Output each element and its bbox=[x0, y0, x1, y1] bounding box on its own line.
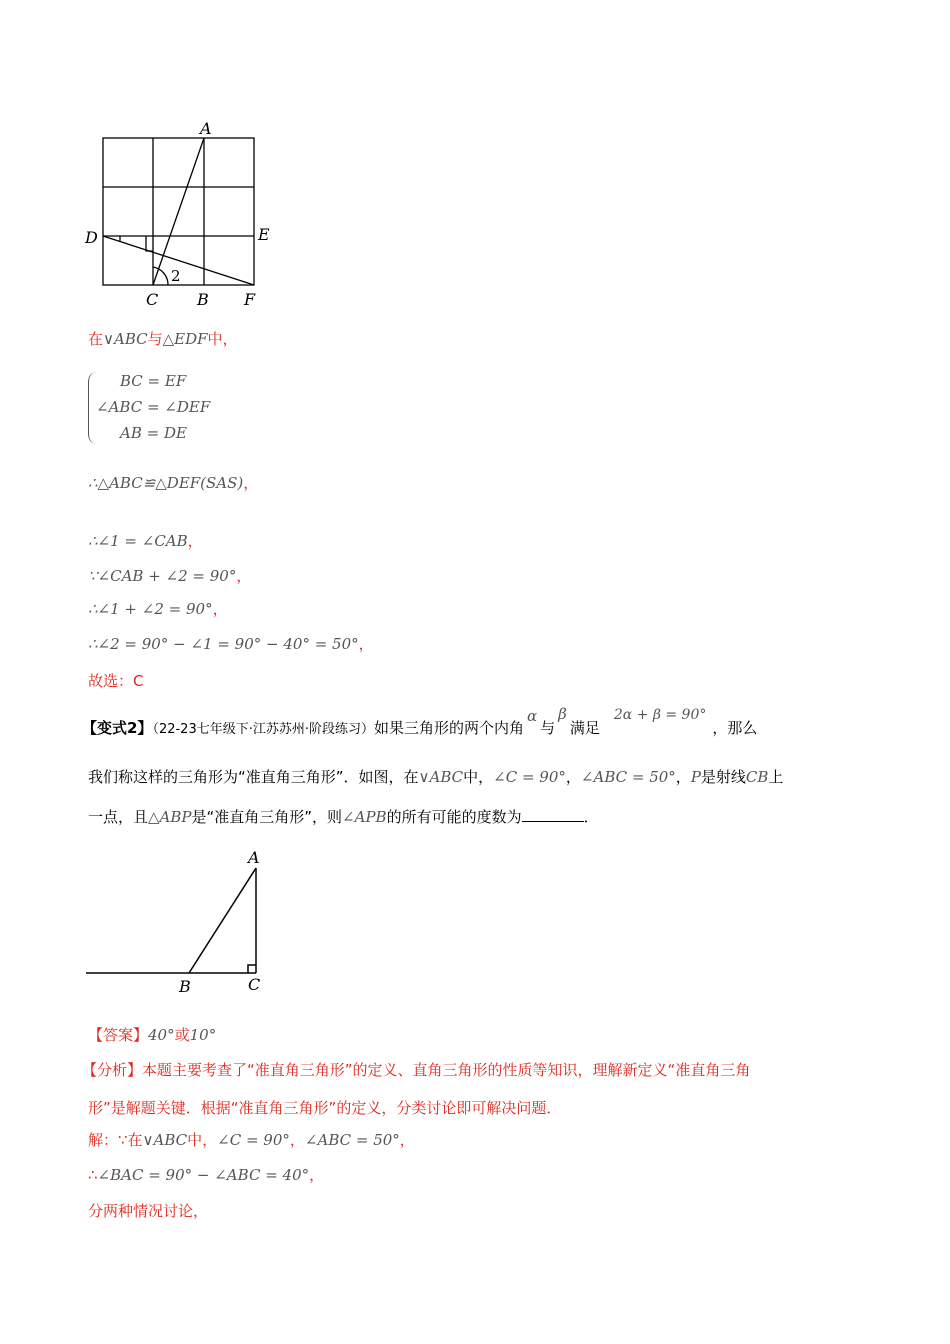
solution1-intro: 在∨ABC与△EDF中， bbox=[88, 330, 238, 348]
grid-figure bbox=[80, 115, 290, 315]
variant2-line1: 【变式2】（22-23七年级下·江苏苏州·阶段练习）如果三角形的两个内角α与β满足2α + β = 90°，那么 bbox=[82, 705, 758, 737]
choice-answer: 故选：C bbox=[88, 672, 144, 690]
label-D: D bbox=[85, 228, 98, 247]
step-3: ∴∠1 + ∠2 = 90°， bbox=[88, 600, 228, 618]
label-A: A bbox=[200, 119, 212, 138]
variant2-line3: 一点，且△ABP是“准直角三角形”，则∠APB的所有可能的度数为 ． bbox=[88, 808, 599, 826]
congruence-line: ∴△ABC≌△DEF(SAS)， bbox=[88, 474, 259, 492]
tri-label-A: A bbox=[248, 848, 260, 867]
system-eq-3: AB = DE bbox=[120, 424, 187, 442]
solution2-line1: 解：∵在∨ABC中，∠C = 90°，∠ABC = 50°， bbox=[88, 1131, 415, 1149]
solution2-line2: ∴∠BAC = 90° − ∠ABC = 40°， bbox=[88, 1166, 325, 1184]
analysis-line2: 形”是解题关键．根据“准直角三角形”的定义，分类讨论即可解决问题． bbox=[88, 1099, 562, 1117]
tri-label-C: C bbox=[248, 975, 261, 994]
system-eq-1: BC = EF bbox=[120, 372, 187, 390]
label-B: B bbox=[197, 290, 209, 309]
analysis-line1: 【分析】本题主要考查了“准直角三角形”的定义、直角三角形的性质等知识，理解新定义“准直角三角 bbox=[82, 1061, 751, 1079]
answer-blank[interactable] bbox=[522, 807, 584, 822]
label-C: C bbox=[146, 290, 159, 309]
variant2-line2: 我们称这样的三角形为“准直角三角形”．如图，在∨ABC中，∠C = 90°，∠ABC = 50°，P是射线CB上 bbox=[88, 768, 784, 786]
step-2: ∵∠CAB + ∠2 = 90°， bbox=[88, 567, 252, 585]
solution2-cases: 分两种情况讨论， bbox=[88, 1202, 209, 1220]
label-F: F bbox=[244, 290, 256, 309]
tri-label-B: B bbox=[179, 977, 191, 996]
step-4: ∴∠2 = 90° − ∠1 = 90° − 40° = 50°， bbox=[88, 635, 374, 653]
system-eq-2: ∠ABC = ∠DEF bbox=[96, 398, 211, 416]
label-angle-2: 2 bbox=[171, 267, 181, 285]
label-E: E bbox=[258, 225, 270, 244]
answer-line: 【答案】40°或10° bbox=[88, 1026, 217, 1044]
triangle-figure bbox=[80, 840, 290, 1000]
step-1: ∴∠1 = ∠CAB， bbox=[88, 532, 203, 550]
